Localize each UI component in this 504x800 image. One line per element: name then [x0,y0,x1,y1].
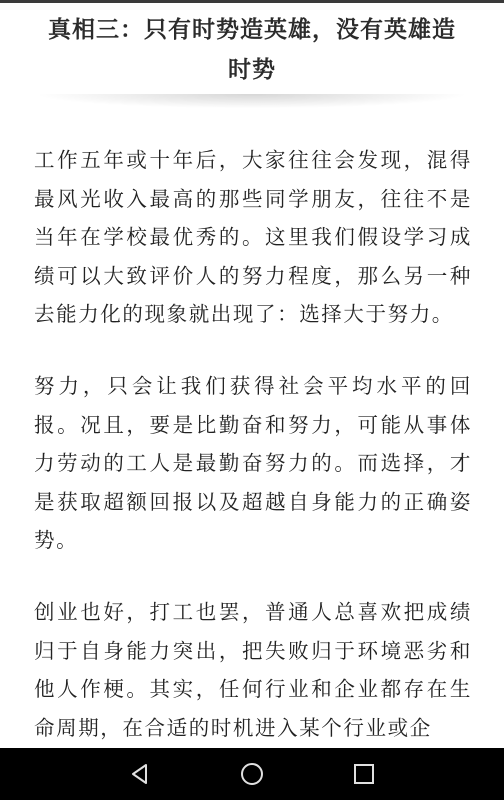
back-button[interactable] [122,756,158,792]
home-button[interactable] [234,756,270,792]
article-paragraph: 工作五年或十年后，大家往往会发现，混得最风光收入最高的那些同学朋友，往往不是当年在学校最优秀的。这里我们假设学习成绩可以大致评价人的努力程度，那么另一种去能力化的现象就出现了：选择大于努力。 [34,148,472,326]
recent-apps-icon [352,762,376,786]
system-navigation-bar [0,748,504,800]
back-icon [128,762,152,786]
recent-apps-button[interactable] [346,756,382,792]
home-icon [239,761,265,787]
heading-divider-shadow [40,94,464,108]
section-heading: 真相三：只有时势造英雄，没有英雄造时势 [48,17,456,83]
article-paragraph: 努力，只会让我们获得社会平均水平的回报。况且，要是比勤奋和努力，可能从事体力劳动的工人是最勤奋努力的。而选择，才是获取超额回报以及超越自身能力的正确姿势。 [34,374,472,552]
article-paragraph: 创业也好，打工也罢，普通人总喜欢把成绩归于自身能力突出，把失败归于环境恶劣和他人作梗。其实，任何行业和企业都存在生命周期，在合适的时机进入某个行业或企 [34,600,472,740]
